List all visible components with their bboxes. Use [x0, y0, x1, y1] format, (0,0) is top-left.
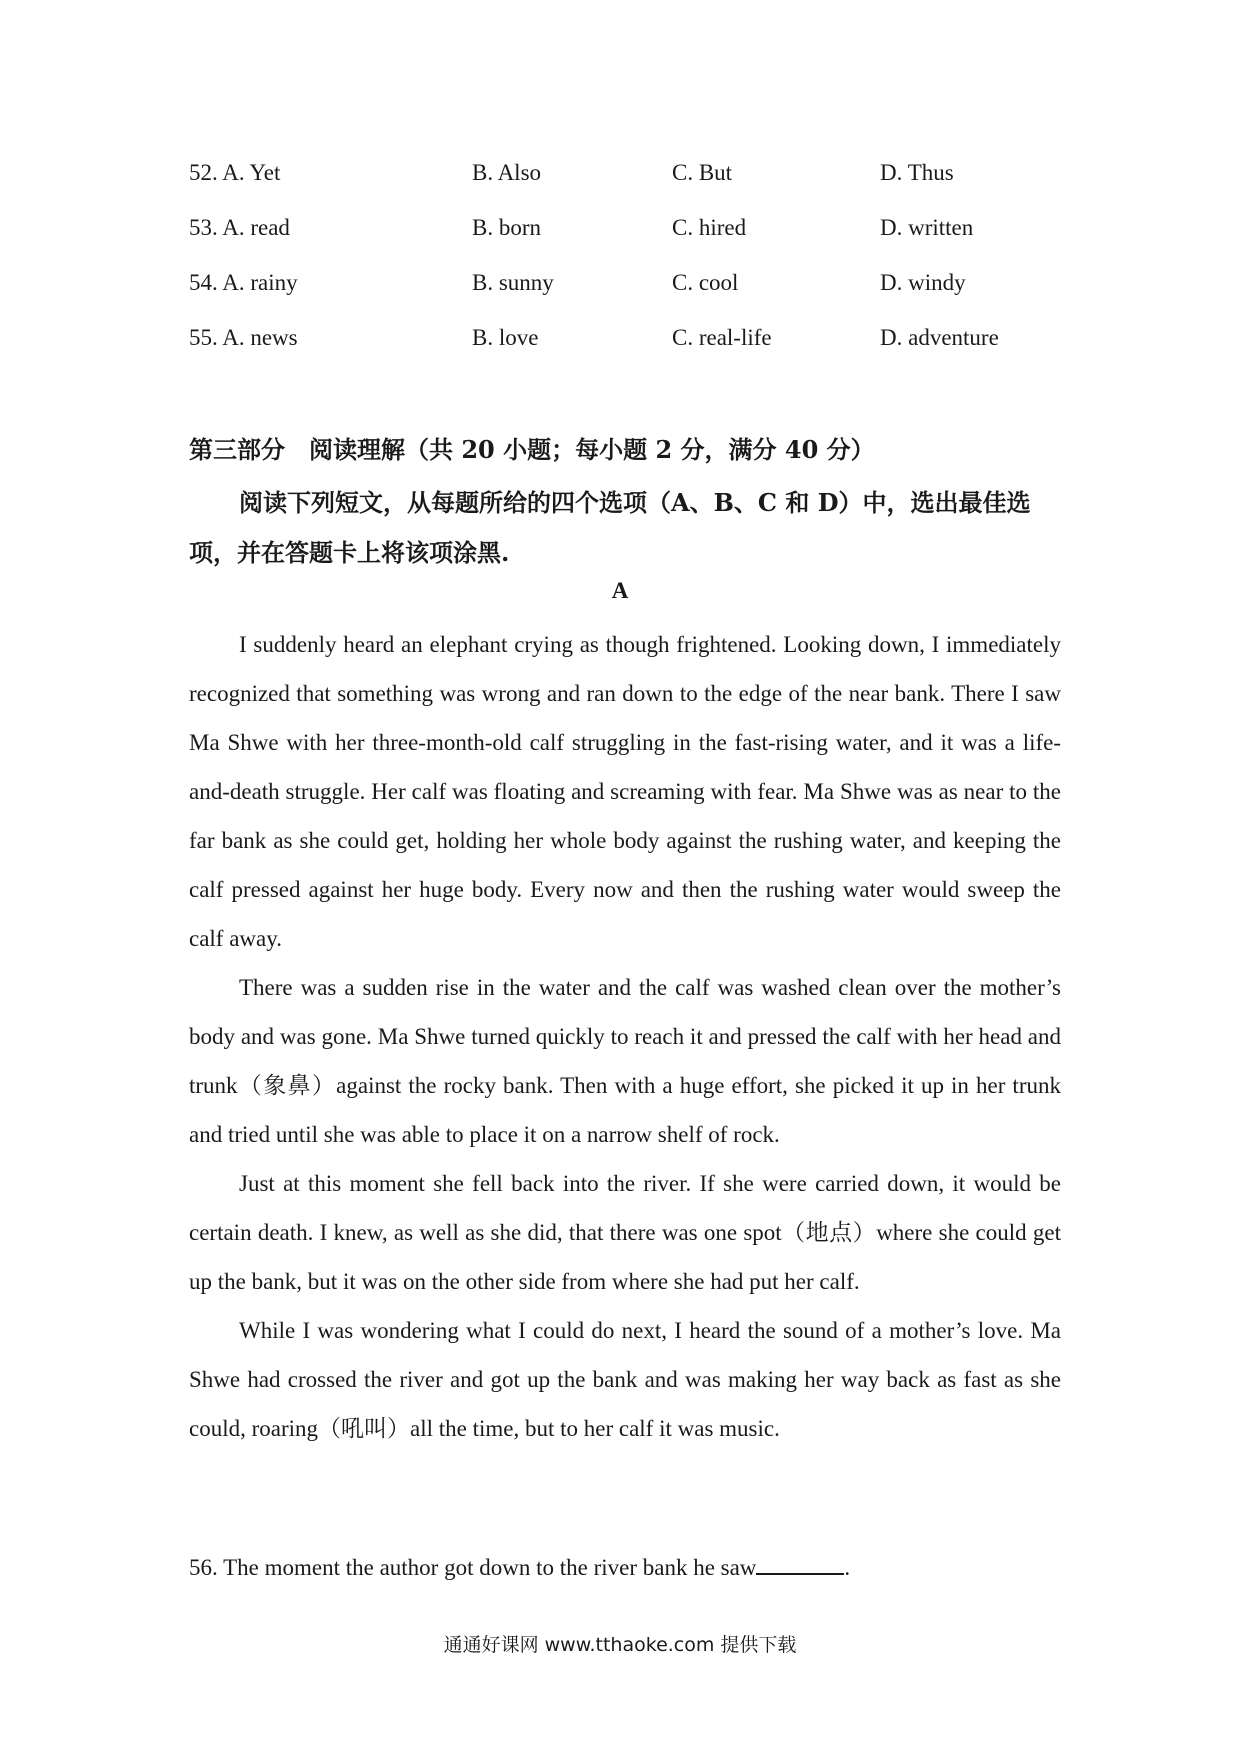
option-54-d: D. windy [880, 270, 966, 295]
passage-title: A [611, 578, 629, 603]
option-row-52 [189, 160, 1069, 215]
option-55-b: B. love [472, 325, 539, 350]
option-52-c: C. But [672, 160, 733, 185]
option-52-b: B. Also [472, 160, 542, 185]
option-row-55 [189, 325, 1069, 380]
answer-options [189, 160, 1069, 380]
option-54-c: C. cool [672, 270, 739, 295]
question-end: . [844, 1555, 851, 1580]
option-53-b: B. born [472, 215, 541, 240]
option-row-54 [189, 270, 1069, 325]
option-55-c: C. real-life [672, 325, 772, 350]
passage-paragraph: I suddenly heard an elephant crying as though frightened. Looking down, I immediately recognized that something was wrong and ran down to the edge of the near bank. There I saw Ma Shwe with her three-month-old calf struggling in the fast-rising water, and it was a life-and-death struggle. Her calf was floating and screaming with fear. Ma Shwe was as near to the far bank as she could get, holding her whole body against the rushing water, and keeping the calf pressed against her huge body. Every now and then the rushing water would sweep the calf away. [189, 632, 1061, 951]
passage-paragraph: Just at this moment she fell back into the river. If she were carried down, it would be certain death. I knew, as well as she did, that there was one spot（地点）where she could get up the bank, but it was on the other side from where she had put her calf. [189, 1171, 1061, 1294]
option-row-53 [189, 215, 1069, 270]
option-52-d: D. Thus [880, 160, 954, 185]
option-55-d: D. adventure [880, 325, 999, 350]
passage-paragraph: While I was wondering what I could do next, I heard the sound of a mother’s love. Ma Shwe had crossed the river and got up the bank and was making her way back as fast as she could, roaring（吼叫）all the time, but to her calf it was music. [189, 1318, 1061, 1441]
option-55-a: 55. A. news [189, 325, 298, 350]
question-56 [189, 1553, 850, 1581]
page-footer: 通通好课网 www.tthaoke.com 提供下载 [443, 1634, 797, 1656]
option-53-c: C. hired [672, 215, 747, 240]
passage-paragraph: There was a sudden rise in the water and the calf was washed clean over the mother’s body and was gone. Ma Shwe turned quickly to reach it and pressed the calf with her head and trunk（象鼻）against the rocky bank. Then with a huge effort, she picked it up in her trunk and tried until she was able to place it on a narrow shelf of rock. [189, 975, 1061, 1147]
answer-blank [756, 1553, 844, 1575]
option-53-a: 53. A. read [189, 215, 290, 240]
option-54-a: 54. A. rainy [189, 270, 298, 295]
section-instructions: 阅读下列短文，从每题所给的四个选项（A、B、C 和 D）中，选出最佳选项，并在答题卡上将该项涂黑. [189, 488, 1031, 567]
section-title: 第三部分 阅读理解（共 20 小题；每小题 2 分，满分 40 分） [189, 435, 875, 464]
reading-passage [189, 620, 1061, 1453]
option-52-a: 52. A. Yet [189, 160, 281, 185]
question-text: 56. The moment the author got down to the river bank he saw [189, 1555, 757, 1580]
option-54-b: B. sunny [472, 270, 554, 295]
option-53-d: D. written [880, 215, 974, 240]
